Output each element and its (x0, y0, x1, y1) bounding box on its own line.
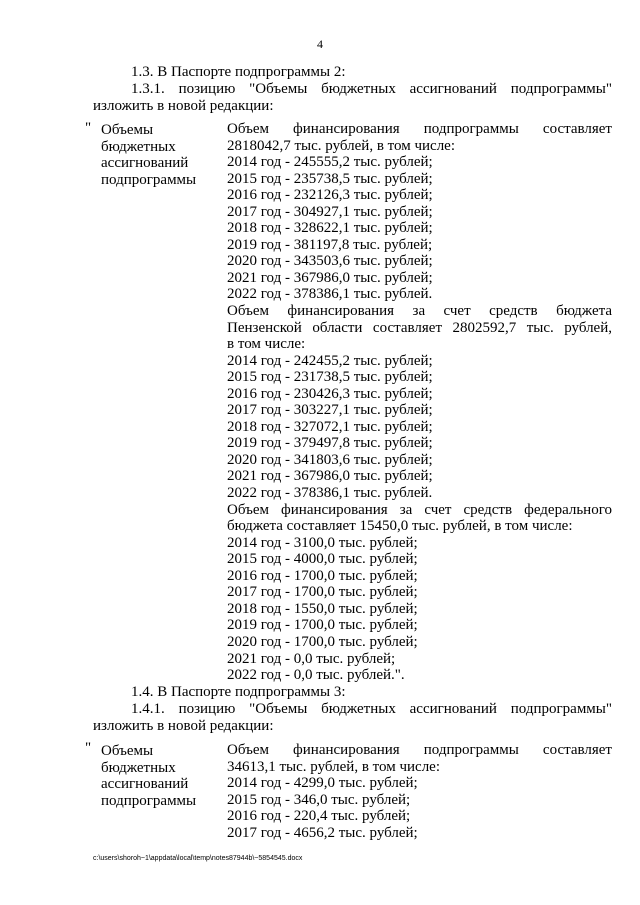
budget-line: 2014 год - 245555,2 тыс. рублей; (227, 154, 433, 171)
budget-line: 2021 год - 367986,0 тыс. рублей; (227, 269, 433, 286)
budget-line: Объем финансирования за счет средств бюджета (227, 303, 612, 320)
page-number: 4 (317, 37, 323, 51)
opening-quote: " (85, 740, 92, 756)
label-line: бюджетных (101, 138, 176, 155)
budget-line: 2022 год - 378386,1 тыс. рублей. (227, 485, 433, 502)
label-line: подпрограммы (101, 792, 197, 809)
budget-line: 2018 год - 327072,1 тыс. рублей; (227, 418, 433, 435)
budget-line: 2016 год - 230426,3 тыс. рублей; (227, 385, 433, 402)
label-line: ассигнований (101, 776, 189, 792)
budget-line: 2020 год - 1700,0 тыс. рублей; (227, 633, 418, 650)
budget-line: в том числе: (227, 336, 306, 353)
budget-line: 2019 год - 379497,8 тыс. рублей; (227, 435, 433, 452)
budget-lines-2 (227, 742, 612, 841)
label-line: Объемы (101, 743, 154, 759)
label-line: подпрограммы (101, 171, 197, 188)
budget-line: 2018 год - 1550,0 тыс. рублей; (227, 600, 418, 617)
item-1-4-1-line1: 1.4.1. позицию "Объемы бюджетных ассигнований подпрограммы" (131, 701, 612, 717)
budget-line: 2018 год - 328622,1 тыс. рублей; (227, 220, 433, 237)
label-line: бюджетных (101, 759, 176, 776)
footer-file-path: c:\users\shoroh~1\appdata\local\temp\notes87944b\~5854545.docx (93, 855, 303, 862)
budget-line: 2019 год - 1700,0 тыс. рублей; (227, 617, 418, 634)
budget-line: бюджета составляет 15450,0 тыс. рублей, в том числе: (227, 518, 573, 535)
row-label-budget-2 (101, 743, 196, 809)
item-1-4-1-line2: изложить в новой редакции: (93, 718, 274, 734)
budget-line: 2014 год - 3100,0 тыс. рублей; (227, 534, 418, 551)
budget-line: 2022 год - 0,0 тыс. рублей.". (227, 667, 405, 684)
budget-line: 2020 год - 341803,6 тыс. рублей; (227, 451, 433, 468)
budget-line: 2015 год - 346,0 тыс. рублей; (227, 791, 411, 808)
budget-line: 34613,1 тыс. рублей, в том числе: (227, 758, 441, 775)
budget-line: 2017 год - 4656,2 тыс. рублей; (227, 824, 418, 841)
item-1-3-1-line2: изложить в новой редакции: (93, 98, 274, 114)
budget-line: 2016 год - 232126,3 тыс. рублей; (227, 187, 433, 204)
budget-line: Объем финансирования за счет средств федерального (227, 501, 612, 518)
budget-line: 2016 год - 220,4 тыс. рублей; (227, 808, 411, 825)
budget-line: 2017 год - 304927,1 тыс. рублей; (227, 203, 433, 220)
budget-line: 2015 год - 235738,5 тыс. рублей; (227, 170, 433, 187)
budget-line: 2022 год - 378386,1 тыс. рублей. (227, 286, 433, 303)
budget-line: 2019 год - 381197,8 тыс. рублей; (227, 236, 433, 253)
item-1-3-1-line1: 1.3.1. позицию "Объемы бюджетных ассигнований подпрограммы" (131, 81, 612, 97)
opening-quote: " (85, 120, 92, 136)
budget-line: 2017 год - 303227,1 тыс. рублей; (227, 402, 433, 419)
budget-line: 2015 год - 231738,5 тыс. рублей; (227, 369, 433, 386)
budget-line: 2015 год - 4000,0 тыс. рублей; (227, 551, 418, 568)
budget-line: 2818042,7 тыс. рублей, в том числе: (227, 137, 456, 154)
label-line: ассигнований (101, 155, 189, 171)
budget-line: 2020 год - 343503,6 тыс. рублей; (227, 253, 433, 270)
section-heading-1-3: 1.3. В Паспорте подпрограммы 2: (131, 64, 346, 80)
section-heading-1-4: 1.4. В Паспорте подпрограммы 3: (131, 684, 346, 700)
budget-lines-1 (227, 121, 612, 684)
budget-line: 2017 год - 1700,0 тыс. рублей; (227, 584, 418, 601)
row-label-budget-1 (101, 122, 196, 188)
budget-line: 2014 год - 242455,2 тыс. рублей; (227, 352, 433, 369)
budget-line: 2021 год - 367986,0 тыс. рублей; (227, 468, 433, 485)
label-line: Объемы (101, 122, 154, 138)
budget-line: Пензенской области составляет 2802592,7 тыс. рублей, (227, 319, 612, 336)
budget-line: 2021 год - 0,0 тыс. рублей; (227, 650, 396, 667)
budget-line: Объем финансирования подпрограммы составляет (227, 121, 612, 137)
budget-line: 2016 год - 1700,0 тыс. рублей; (227, 567, 418, 584)
budget-line: Объем финансирования подпрограммы составляет (227, 742, 612, 758)
budget-line: 2014 год - 4299,0 тыс. рублей; (227, 775, 418, 792)
